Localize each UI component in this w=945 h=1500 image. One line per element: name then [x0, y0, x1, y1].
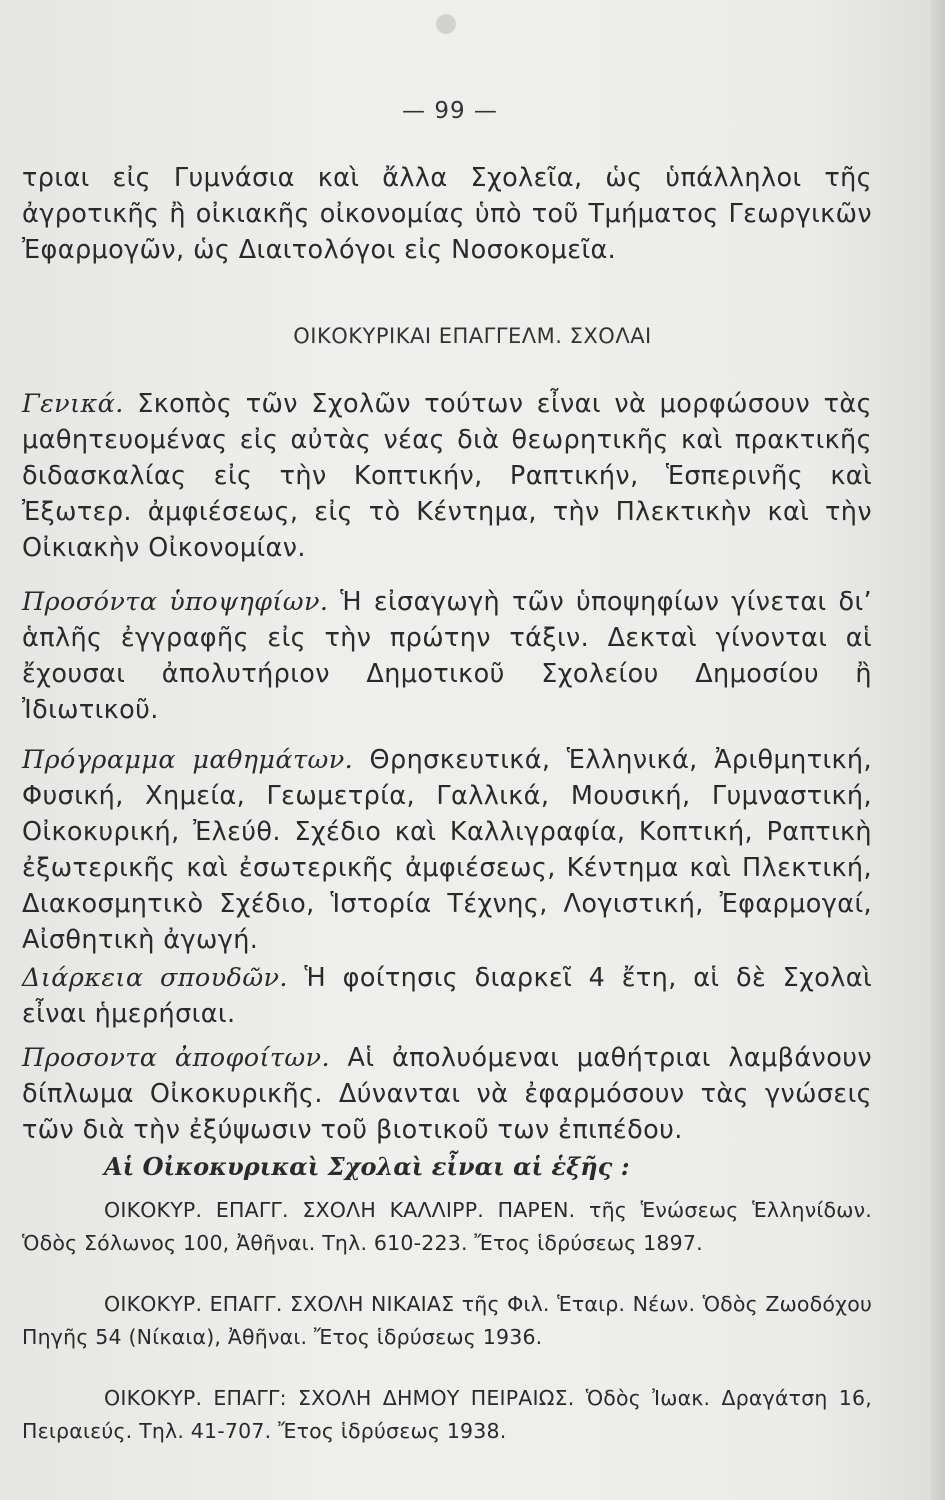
paragraph-text: Θρησκευτικά, Ἑλληνικά, Ἀριθμητική, Φυσική, Χημεία, Γεωμετρία, Γαλλικά, Μουσική, Γυμναστική, Οἰκοκυρική, Ἐλεύθ. Σχέδιο καὶ Καλλιγραφία, Κοπτική, Ραπτικὴ ἐξωτερικῆς καὶ ἐσωτερικῆς ἀμφιέσεως, Κέντημα καὶ Πλεκτική, Διακοσμητικὸ Σχέδιο, Ἱστορία Τέχνης, Λογιστική, Ἐφαρμογαί, Αἰσθητικὴ ἀγωγή. [22, 745, 872, 955]
school-details: τῆς Ἑνώσεως Ἑλληνίδων. Ὁδὸς Σόλωνος 100, Ἀθῆναι. Τηλ. 610-223. Ἔτος ἱδρύσεως 1897. [22, 1198, 872, 1255]
school-details: Ὁδὸς Ἰωακ. Δραγάτση 16, Πειραιεύς. Τηλ. 41-707. Ἔτος ἱδρύσεως 1938. [22, 1386, 873, 1443]
paragraph-text: Ἡ φοίτησις διαρκεῖ 4 ἔτη, αἱ δὲ Σχολαὶ εἶναι ἡμερήσιαι. [22, 963, 872, 1029]
school-name: ΟΙΚΟΚΥΡ. ΕΠΑΓΓ. ΣΧΟΛΗ ΚΑΛΛΙΡΡ. ΠΑΡΕΝ. [104, 1198, 576, 1222]
paragraph-text: Αἱ ἀπολυόμεναι μαθήτριαι λαμβάνουν δίπλωμα Οἰκοκυρικῆς. Δύνανται νὰ ἐφαρμόσουν τὰς γνώσεις τῶν διὰ τὴν ἐξύψωσιν τοῦ βιοτικοῦ των ἐπιπέδου. [22, 1043, 873, 1145]
intro-paragraph: τριαι εἰς Γυμνάσια καὶ ἄλλα Σχολεῖα, ὡς ὑπάλληλοι τῆς ἀγροτικῆς ἢ οἰκιακῆς οἰκονομίας ὑπὸ τοῦ Τμήματος Γεωργικῶν Ἐφαρμογῶν, ὡς Διαιτολόγοι εἰς Νοσοκομεῖα. [22, 163, 872, 265]
school-name: ΟΙΚΟΚΥΡ. ΕΠΑΓΓ: ΣΧΟΛΗ ΔΗΜΟΥ ΠΕΙΡΑΙΩΣ. [104, 1386, 575, 1410]
paragraph-text: Ἡ εἰσαγωγὴ τῶν ὑποψηφίων γίνεται δι’ ἁπλῆς ἐγγραφῆς εἰς τὴν πρώτην τάξιν. Δεκταὶ γίνονται αἱ ἔχουσαι ἀπολυτήριον Δημοτικοῦ Σχολείου Δημοσίου ἢ Ἰδιωτικοῦ. [22, 587, 872, 725]
schools-heading: Αἱ Οἰκοκυρικαὶ Σχολαὶ εἶναι αἱ ἑξῆς : [104, 1152, 630, 1181]
paragraph-lead: Πρόγραμμα μαθημάτων. [22, 745, 354, 775]
school-entry [22, 1288, 872, 1354]
paragraph-candidate-qualifications [22, 584, 872, 728]
school-entry [22, 1194, 872, 1260]
paragraph-general [22, 386, 872, 566]
section-heading: ΟΙΚΟΚΥΡΙΚΑΙ ΕΠΑΓΓΕΛΜ. ΣΧΟΛΑΙ [293, 324, 652, 348]
paragraph-duration [22, 960, 872, 1032]
school-entry [22, 1382, 872, 1448]
paragraph-curriculum [22, 742, 872, 958]
page-number: — 99 — [402, 98, 498, 124]
paragraph-text: Σκοπὸς τῶν Σχολῶν τούτων εἶναι νὰ μορφώσουν τὰς μαθητευομένας εἰς αὐτὰς νέας διὰ θεωρητικῆς καὶ πρακτικῆς διδασκαλίας εἰς τὴν Κοπτικήν, Ραπτικήν, Ἑσπερινῆς καὶ Ἐξωτερ. ἀμφιέσεως, εἰς τὸ Κέντημα, τὴν Πλεκτικὴν καὶ τὴν Οἰκιακὴν Οἰκονομίαν. [22, 389, 872, 563]
paragraph-lead: Προσοντα ἀποφοίτων. [22, 1043, 330, 1073]
paragraph-lead: Διάρκεια σπουδῶν. [22, 963, 288, 993]
school-name: ΟΙΚΟΚΥΡ. ΕΠΑΓΓ. ΣΧΟΛΗ ΝΙΚΑΙΑΣ [104, 1292, 455, 1316]
paragraph-lead: Προσόντα ὑποψηφίων. [22, 587, 329, 617]
paragraph-lead: Γενικά. [22, 389, 124, 419]
school-details: τῆς Φιλ. Ἑταιρ. Νέων. Ὁδὸς Ζωοδόχου Πηγῆς 54 (Νίκαια), Ἀθῆναι. Ἔτος ἱδρύσεως 1936. [22, 1292, 873, 1349]
paper-spot [436, 14, 456, 34]
page-edge [931, 0, 945, 1500]
paragraph-graduate-qualifications [22, 1040, 872, 1148]
